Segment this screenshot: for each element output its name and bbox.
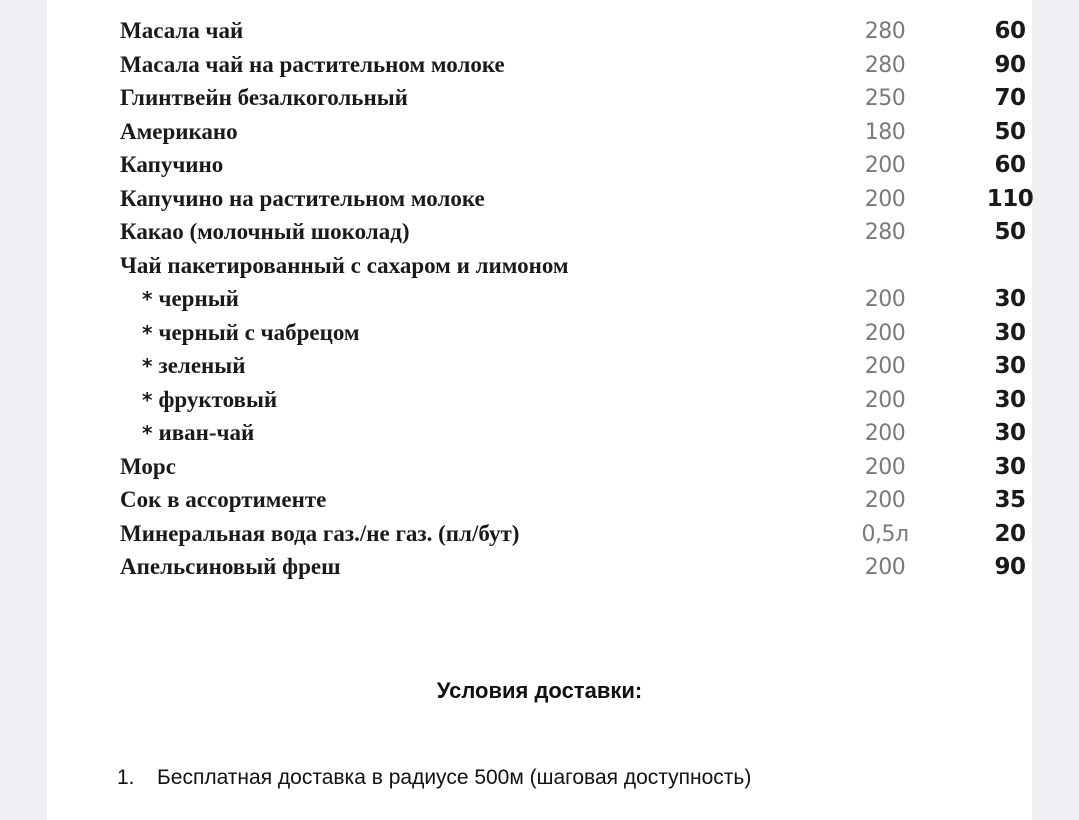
item-name: Минеральная вода газ./не газ. (пл/бут) [120, 520, 520, 546]
item-volume: 0,5л [861, 521, 909, 547]
menu-row [120, 118, 1026, 149]
item-price: 70 [994, 85, 1026, 111]
item-volume: 200 [864, 320, 906, 346]
item-volume: 280 [864, 52, 906, 78]
menu-row [120, 219, 1026, 249]
item-name-text: черный с чабрецом [158, 319, 360, 345]
item-volume: 200 [864, 287, 906, 312]
item-volume: 250 [864, 86, 906, 111]
menu-row [120, 520, 1026, 551]
item-name-text: черный [158, 286, 239, 311]
item-volume: 280 [864, 19, 906, 44]
item-price: 60 [994, 18, 1026, 44]
menu-row [120, 487, 1026, 517]
item-volume: 280 [864, 220, 906, 245]
item-name: Морс [120, 453, 176, 479]
menu-row [120, 152, 1026, 182]
item-price: 30 [994, 420, 1026, 446]
item-name [142, 320, 360, 346]
item-volume: 180 [864, 119, 906, 145]
item-name-text: иван-чай [158, 420, 255, 445]
menu-row [120, 386, 1026, 417]
item-name: Капучино [120, 152, 224, 177]
item-name: Американо [120, 118, 238, 144]
menu-row [120, 286, 1026, 316]
bullet-star: * [142, 354, 153, 378]
menu-row [120, 51, 1026, 82]
item-name: Какао (молочный шоколад) [120, 219, 410, 244]
item-price: 30 [994, 286, 1026, 312]
item-name: Апельсиновый фреш [120, 554, 341, 579]
item-volume: 200 [864, 387, 906, 413]
item-price: 30 [994, 453, 1026, 480]
item-volume: 200 [864, 421, 906, 446]
item-name-text: фруктовый [158, 386, 278, 412]
bullet-star: * [142, 387, 153, 412]
item-price: 90 [994, 51, 1026, 78]
menu-row [120, 353, 1026, 383]
item-name [142, 387, 277, 413]
bullet-star: * [142, 320, 153, 345]
item-price: 110 [986, 185, 1034, 212]
item-name: Чай пакетированный с сахаром и лимоном [120, 252, 569, 278]
item-name: Глинтвейн безалкогольный [120, 85, 408, 110]
item-price: 50 [994, 118, 1026, 145]
item-name: Масала чай на растительном молоке [120, 51, 505, 77]
bullet-star: * [142, 421, 153, 445]
menu-row [120, 554, 1026, 584]
item-volume: 200 [864, 153, 906, 178]
item-price: 30 [994, 353, 1026, 379]
item-price: 30 [994, 386, 1026, 413]
item-name: Масала чай [120, 18, 244, 43]
item-volume: 200 [864, 555, 906, 580]
list-number: 1. [117, 766, 135, 789]
item-name-text: зеленый [158, 353, 246, 378]
item-price: 20 [994, 520, 1026, 547]
item-volume: 200 [864, 454, 906, 480]
item-volume: 200 [864, 186, 906, 212]
document-page [47, 0, 1032, 820]
item-name [142, 353, 246, 379]
delivery-list-item [117, 766, 751, 790]
item-volume: 200 [864, 354, 906, 379]
list-text: Бесплатная доставка в радиусе 500м (шаговая доступность) [157, 766, 752, 789]
item-name [142, 420, 254, 446]
item-name: Сок в ассортименте [120, 487, 327, 512]
delivery-title: Условия доставки: [436, 678, 643, 703]
menu-row [120, 319, 1026, 350]
menu-row [120, 453, 1026, 484]
menu-row [120, 85, 1026, 115]
item-price: 60 [994, 152, 1026, 178]
menu-row [120, 185, 1034, 216]
menu-row [120, 18, 1026, 48]
item-name [142, 286, 239, 312]
item-volume: 200 [864, 488, 906, 513]
menu-row [120, 420, 1026, 450]
item-price: 30 [994, 319, 1026, 346]
menu-row [120, 253, 1020, 283]
item-price: 35 [994, 487, 1026, 513]
item-price: 90 [994, 554, 1026, 580]
item-name: Капучино на растительном молоке [120, 185, 485, 211]
bullet-star: * [142, 287, 153, 311]
item-price: 50 [994, 219, 1026, 245]
